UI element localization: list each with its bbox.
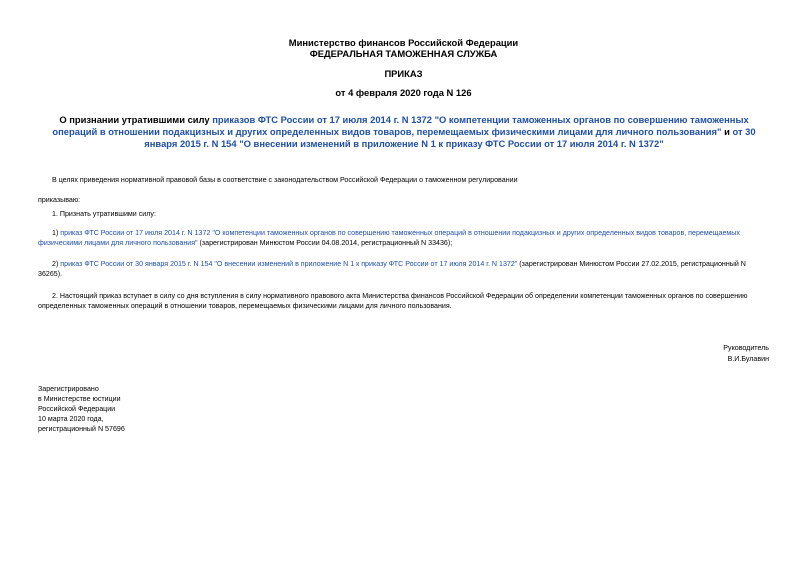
subitem-1-rest: (зарегистрирован Минюстом России 04.08.2014, регистрационный N 33436); xyxy=(197,238,453,247)
document-date: от 4 февраля 2020 года N 126 xyxy=(335,87,472,98)
signature-role: Руководитель xyxy=(723,344,769,352)
registration-line: Зарегистрировано xyxy=(38,385,99,393)
title-link-order-154[interactable]: от 30 января 2015 г. N 154 "О внесении изменений в приложение N 1 к приказу ФТС России от 17 июля 2014 г. N 1372" xyxy=(144,126,756,150)
item-2: 2. Настоящий приказ вступает в силу со дня вступления в силу нормативного правового акта Министерства финансов Российской Федерации об определении компетенции таможенных органов по совершению определенных таможенных операций в отношении товаров, перемещаемых физическими лицами для личного пользования. xyxy=(38,292,748,310)
ministry-name: Министерство финансов Российской Федерации xyxy=(288,37,519,48)
title-link-order-1372[interactable]: приказов ФТС России от 17 июля 2014 г. N 1372 "О компетенции таможенных органов по совершению таможенных операций в отношении подакцизных и других определенных видов товаров, перемещаемых физическими лицами для личного пользования" xyxy=(52,114,749,138)
title-middle: и xyxy=(721,126,733,138)
registration-line: 10 марта 2020 года, xyxy=(38,415,104,423)
subitem-1-link[interactable]: приказ ФТС России от 17 июля 2014 г. N 1372 "О компетенции таможенных органов по совершению таможенных операций в отношении подакцизных и других определенных видов товаров, перемещаемых физическими лицами для личного пользования" xyxy=(38,229,740,247)
document-type: ПРИКАЗ xyxy=(384,68,423,79)
subitem-1-number: 1) xyxy=(52,229,61,237)
registration-line: регистрационный N 57696 xyxy=(38,425,125,433)
order-word: приказываю: xyxy=(38,196,81,204)
title-prefix: О признании утратившими силу xyxy=(59,114,213,125)
service-name: ФЕДЕРАЛЬНАЯ ТАМОЖЕННАЯ СЛУЖБА xyxy=(309,48,498,59)
subitem-2-number: 2) xyxy=(52,260,61,268)
signature-name: В.И.Булавин xyxy=(727,355,769,363)
item-1-subitem-2 xyxy=(38,260,769,279)
registration-line: в Министерстве юстиции xyxy=(38,395,121,403)
subitem-2-link[interactable]: приказ ФТС России от 30 января 2015 г. N 154 "О внесении изменений в приложение N 1 к приказу ФТС России от 17 июля 2014 г. N 1372" xyxy=(60,260,518,268)
subitem-2-rest: (зарегистрирован Минюстом России 27.02.2015, регистрационный N 36265). xyxy=(38,260,746,278)
document-title xyxy=(38,114,770,151)
registration-line: Российской Федерации xyxy=(38,405,116,413)
item-1: 1. Признать утратившими силу: xyxy=(52,210,156,218)
intro-paragraph: В целях приведения нормативной правовой базы в соответствие с законодательством Российской Федерации о таможенном регулировании xyxy=(52,176,518,184)
item-1-subitem-1 xyxy=(38,229,769,248)
